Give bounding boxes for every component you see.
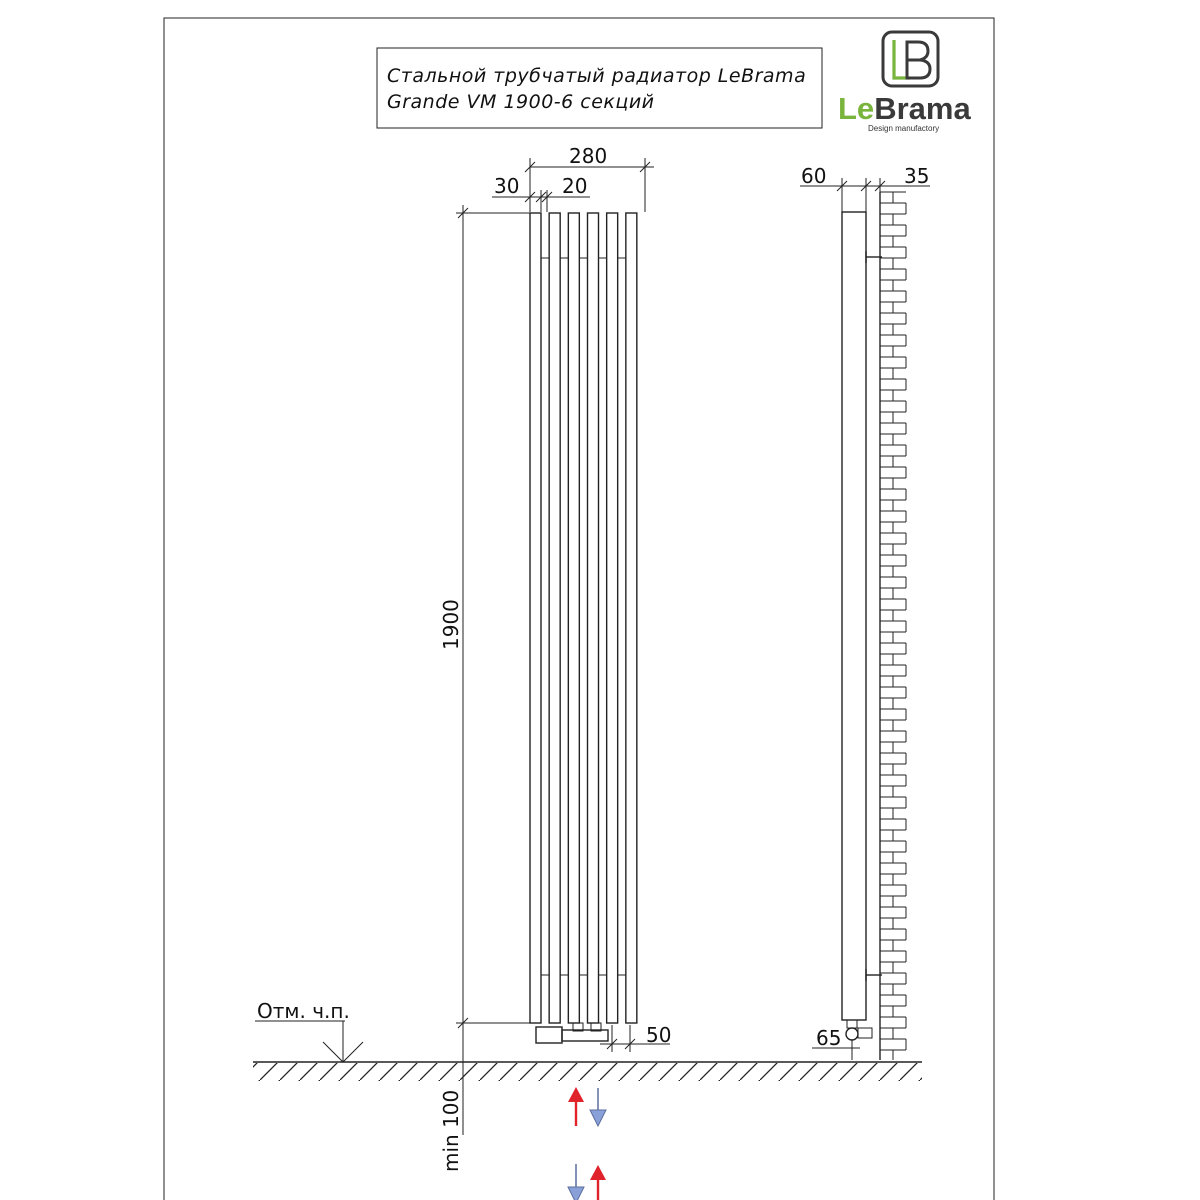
radiator-tube-6 (626, 213, 637, 1023)
logo-brand-text (838, 91, 971, 126)
dim-height: 1900 (439, 599, 463, 650)
logo-brand-le: Le (838, 91, 875, 126)
return-arrow-down-2 (568, 1164, 584, 1200)
dim-tube-width: 20 (562, 174, 588, 198)
radiator-tube-2 (549, 213, 560, 1023)
floor-mark-label: Отм. ч.п. (257, 999, 350, 1023)
dim-side-connection: 65 (816, 1026, 842, 1050)
dim-depth: 60 (801, 164, 827, 188)
radiator-tube-5 (607, 213, 618, 1023)
dim-min-floor: min 100 (439, 1089, 463, 1172)
bottom-valve (536, 1023, 608, 1043)
title-line-1: Стальной трубчатый радиатор LeBrama (387, 65, 807, 87)
radiator-tube-4 (588, 213, 599, 1023)
title-box (377, 48, 822, 128)
brick-wall (880, 192, 906, 1060)
side-valve-circle (846, 1028, 858, 1040)
dim-left-offset: 30 (494, 174, 520, 198)
radiator-tube-3 (568, 213, 579, 1023)
logo-tagline: Design manufactory (868, 124, 940, 133)
logo-brand-rest: Brama (874, 91, 971, 126)
radiator-tube-1 (530, 213, 541, 1023)
side-radiator-body (842, 212, 866, 1020)
dim-total-width: 280 (569, 144, 608, 168)
supply-arrow-up-2 (590, 1165, 606, 1200)
dim-wall-gap: 35 (904, 164, 930, 188)
flow-arrows (568, 1087, 606, 1200)
title-line-2: Grande VM 1900-6 секций (387, 91, 655, 113)
logo-b-letter (907, 42, 930, 78)
side-view (800, 164, 930, 1060)
supply-arrow-up-1 (568, 1087, 584, 1126)
front-view (530, 213, 637, 1023)
dim-connection-spacing: 50 (646, 1023, 672, 1047)
lebrama-logo (838, 32, 971, 133)
return-arrow-down-1 (590, 1088, 606, 1126)
